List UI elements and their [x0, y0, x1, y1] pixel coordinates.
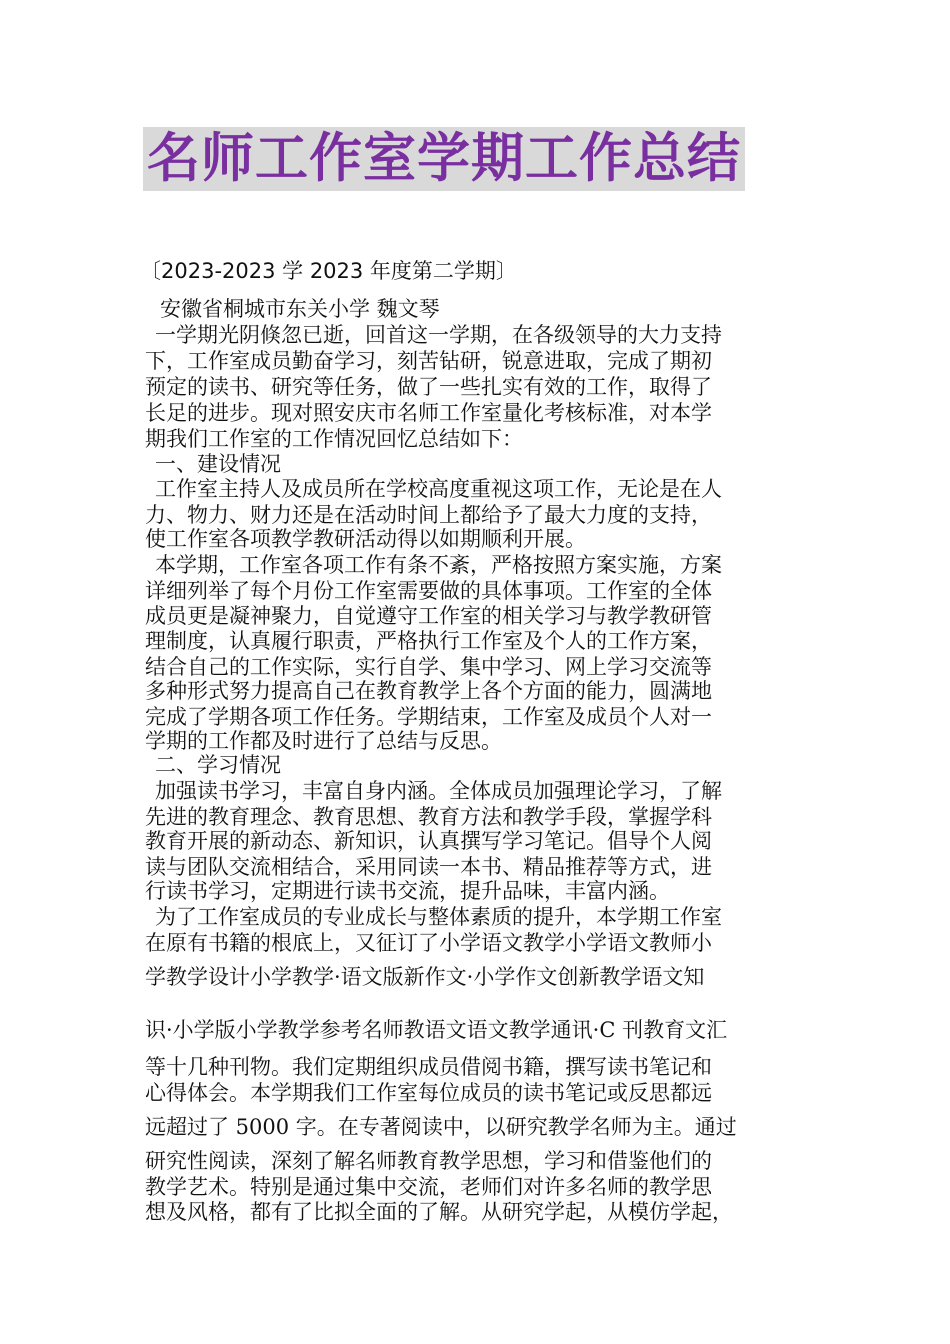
paragraph-line: 教学艺术。特别是通过集中交流，老师们对许多名师的教学思 — [145, 1175, 712, 1199]
paragraph-line: 想及风格，都有了比拟全面的了解。从研究学起，从模仿学起， — [145, 1200, 733, 1224]
paragraph-line: 力、物力、财力还是在活动时间上都给予了最大力度的支持， — [145, 503, 712, 527]
paragraph-line: 期我们工作室的工作情况回忆总结如下： — [145, 427, 523, 451]
paragraph-line: 长足的进步。现对照安庆市名师工作室量化考核标准，对本学 — [145, 401, 712, 425]
paragraph-line: 读与团队交流相结合，采用同读一本书、精品推荐等方式，进 — [145, 855, 712, 879]
document-title: 名师工作室学期工作总结 — [143, 127, 745, 191]
paragraph-line: 一学期光阴倏忽已逝，回首这一学期，在各级领导的大力支持 — [155, 323, 722, 347]
paragraph-line: 在原有书籍的根底上，又征订了小学语文教学小学语文教师小 — [145, 931, 712, 955]
paragraph-line: 下，工作室成员勤奋学习，刻苦钻研，锐意进取，完成了期初 — [145, 349, 712, 373]
paragraph-line: 理制度，认真履行职责，严格执行工作室及个人的工作方案， — [145, 629, 712, 653]
section-heading: 二、学习情况 — [155, 753, 281, 777]
paragraph-line: 结合自己的工作实际，实行自学、集中学习、网上学习交流等 — [145, 655, 712, 679]
paragraph-line: 行读书学习，定期进行读书交流，提升品味，丰富内涵。 — [145, 879, 670, 903]
semester-line: 〔2023-2023 学 2023 年度第二学期〕 — [140, 259, 517, 283]
author-line: 安徽省桐城市东关小学 魏文琴 — [160, 297, 440, 321]
paragraph-line: 完成了学期各项工作任务。学期结束，工作室及成员个人对一 — [145, 705, 712, 729]
paragraph-line: 本学期，工作室各项工作有条不紊，严格按照方案实施，方案 — [155, 553, 722, 577]
paragraph-line: 研究性阅读，深刻了解名师教育教学思想，学习和借鉴他们的 — [145, 1149, 712, 1173]
paragraph-line: 教育开展的新动态、新知识，认真撰写学习笔记。倡导个人阅 — [145, 829, 712, 853]
paragraph-line: 远超过了 5000 字。在专著阅读中，以研究教学名师为主。通过 — [145, 1115, 737, 1139]
paragraph-line: 心得体会。本学期我们工作室每位成员的读书笔记或反思都远 — [145, 1081, 712, 1105]
paragraph-line: 识·小学版小学教学参考名师教语文语文教学通讯·C 刊教育文汇 — [145, 1018, 728, 1042]
paragraph-line: 先进的教育理念、教育思想、教育方法和教学手段，掌握学科 — [145, 805, 712, 829]
paragraph-line: 加强读书学习，丰富自身内涵。全体成员加强理论学习，了解 — [155, 779, 722, 803]
paragraph-line: 详细列举了每个月份工作室需要做的具体事项。工作室的全体 — [145, 579, 712, 603]
paragraph-line: 多种形式努力提高自己在教育教学上各个方面的能力，圆满地 — [145, 679, 712, 703]
paragraph-line: 等十几种刊物。我们定期组织成员借阅书籍，撰写读书笔记和 — [145, 1055, 712, 1079]
paragraph-line: 使工作室各项教学教研活动得以如期顺利开展。 — [145, 527, 586, 551]
paragraph-line: 学教学设计小学教学·语文版新作文·小学作文创新教学语文知 — [145, 965, 705, 989]
paragraph-line: 预定的读书、研究等任务，做了一些扎实有效的工作，取得了 — [145, 375, 712, 399]
paragraph-line: 成员更是凝神聚力，自觉遵守工作室的相关学习与教学教研管 — [145, 604, 712, 628]
paragraph-line: 工作室主持人及成员所在学校高度重视这项工作，无论是在人 — [155, 477, 722, 501]
paragraph-line: 学期的工作都及时进行了总结与反思。 — [145, 729, 502, 753]
section-heading: 一、建设情况 — [155, 452, 281, 476]
paragraph-line: 为了工作室成员的专业成长与整体素质的提升，本学期工作室 — [155, 905, 722, 929]
